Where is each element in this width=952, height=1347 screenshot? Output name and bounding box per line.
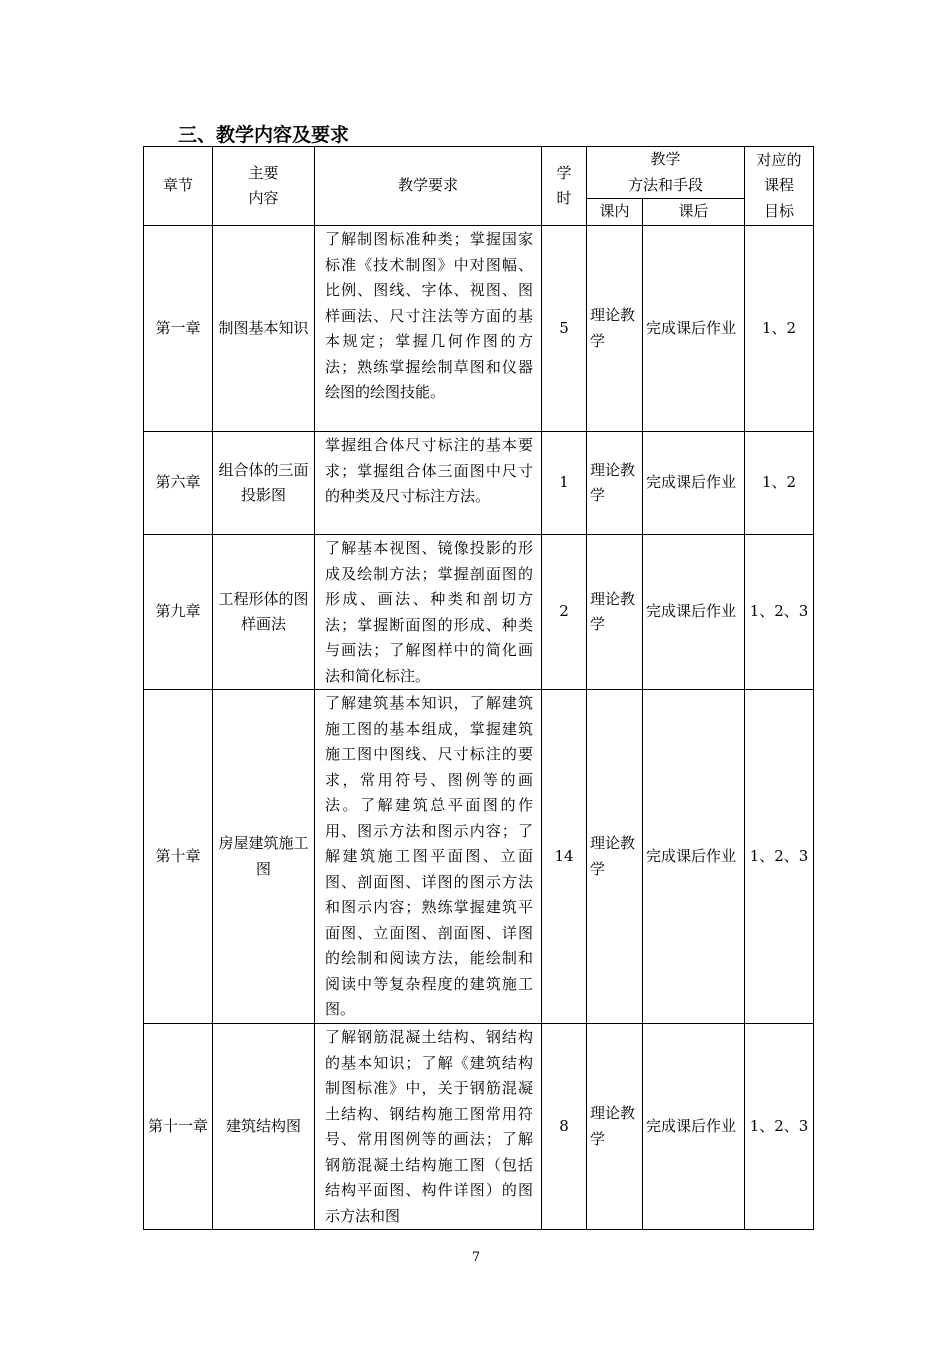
- cell-content: 建筑结构图: [213, 1024, 315, 1230]
- cell-after-class: 完成课后作业: [643, 1024, 745, 1230]
- header-content: 主要 内容: [213, 147, 315, 226]
- cell-objective: 1、2: [745, 226, 814, 432]
- table-row: [144, 432, 814, 535]
- cell-requirement: 了解基本视图、镜像投影的形成及绘制方法；掌握剖面图的形成、画法、种类和剖切方法；掌握断面图的形成、种类与画法；了解图样中的简化画法和简化标注。: [315, 535, 542, 690]
- cell-after-class: 完成课后作业: [643, 226, 745, 432]
- cell-after-class: 完成课后作业: [643, 432, 745, 535]
- page-number: 7: [471, 1250, 481, 1265]
- header-after-class: 课后: [643, 199, 745, 226]
- cell-in-class: 理论教学: [587, 690, 643, 1024]
- cell-after-class: 完成课后作业: [643, 535, 745, 690]
- cell-hours: 1: [542, 432, 587, 535]
- header-requirement: 教学要求: [315, 147, 542, 226]
- cell-content: 组合体的三面投影图: [213, 432, 315, 535]
- cell-chapter: 第六章: [144, 432, 213, 535]
- cell-hours: 5: [542, 226, 587, 432]
- cell-content: 制图基本知识: [213, 226, 315, 432]
- cell-in-class: 理论教学: [587, 1024, 643, 1230]
- header-hours: 学 时: [542, 147, 587, 226]
- header-objective: 对应的 课程 目标: [745, 147, 814, 226]
- cell-chapter: 第一章: [144, 226, 213, 432]
- cell-objective: 1、2: [745, 432, 814, 535]
- cell-requirement: 掌握组合体尺寸标注的基本要求；掌握组合体三面图中尺寸的种类及尺寸标注方法。: [315, 432, 542, 535]
- cell-hours: 8: [542, 1024, 587, 1230]
- header-method: 教学 方法和手段: [587, 147, 745, 199]
- cell-chapter: 第九章: [144, 535, 213, 690]
- cell-hours: 2: [542, 535, 587, 690]
- cell-content: 房屋建筑施工图: [213, 690, 315, 1024]
- cell-objective: 1、2、3: [745, 1024, 814, 1230]
- cell-objective: 1、2、3: [745, 535, 814, 690]
- cell-in-class: 理论教学: [587, 226, 643, 432]
- section-title: 三、教学内容及要求: [178, 124, 350, 146]
- cell-requirement: 了解制图标准种类；掌握国家标准《技术制图》中对图幅、比例、图线、字体、视图、图样画法、尺寸注法等方面的基本规定；掌握几何作图的方法；熟练掌握绘制草图和仪器绘图的绘图技能。: [315, 226, 542, 432]
- table-row: [144, 690, 814, 1024]
- cell-after-class: 完成课后作业: [643, 690, 745, 1024]
- cell-requirement: 了解钢筋混凝土结构、钢结构的基本知识；了解《建筑结构制图标准》中，关于钢筋混凝土结构、钢结构施工图常用符号、常用图例等的画法；了解钢筋混凝土结构施工图（包括结构平面图、构件详图）的图示方法和图: [315, 1024, 542, 1230]
- table-row: [144, 535, 814, 690]
- header-in-class: 课内: [587, 199, 643, 226]
- cell-objective: 1、2、3: [745, 690, 814, 1024]
- cell-chapter: 第十章: [144, 690, 213, 1024]
- cell-in-class: 理论教学: [587, 432, 643, 535]
- teaching-content-table: [143, 146, 814, 1230]
- cell-hours: 14: [542, 690, 587, 1024]
- table-row: [144, 226, 814, 432]
- cell-in-class: 理论教学: [587, 535, 643, 690]
- header-chapter: 章节: [144, 147, 213, 226]
- cell-content: 工程形体的图样画法: [213, 535, 315, 690]
- table-row: [144, 1024, 814, 1230]
- cell-requirement: 了解建筑基本知识，了解建筑施工图的基本组成，掌握建筑施工图中图线、尺寸标注的要求，常用符号、图例等的画法。了解建筑总平面图的作用、图示方法和图示内容；了解建筑施工图平面图、立面图、剖面图、详图的图示方法和图示内容；熟练掌握建筑平面图、立面图、剖面图、详图的绘制和阅读方法，能绘制和阅读中等复杂程度的建筑施工图。: [315, 690, 542, 1024]
- cell-chapter: 第十一章: [144, 1024, 213, 1230]
